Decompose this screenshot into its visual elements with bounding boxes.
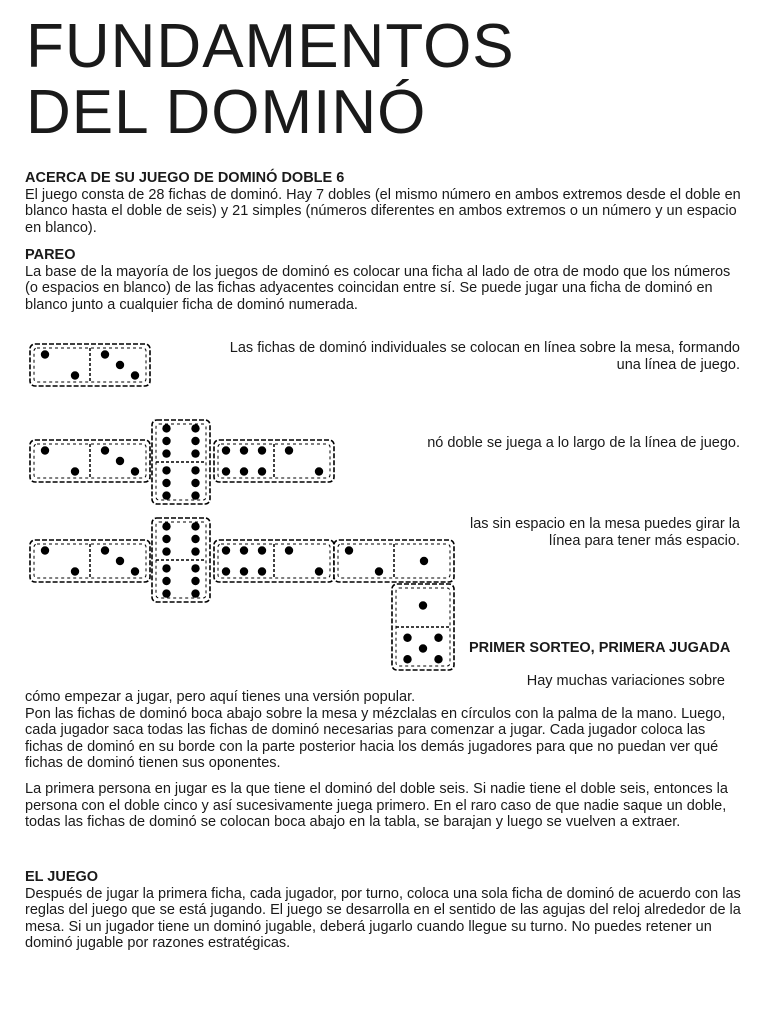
domino-pip [434,634,442,642]
domino-pip [41,446,49,454]
domino-tile [152,518,210,602]
section-sorteo [25,689,743,831]
title-line-1: FUNDAMENTOS [26,12,515,81]
domino-pip [240,546,248,554]
domino-pip [240,567,248,575]
domino-pip [162,522,170,530]
domino-pip [41,350,49,358]
domino-tile [30,440,150,482]
domino-pip [162,577,170,585]
section-body: La base de la mayoría de los juegos de dominó es colocar una ficha al lado de otra de modo que los números (o espacios en blanco) de las fichas adyacentes coincidan entre sí. Se puede jugar una ficha de dominó en blanco junto a cualquier ficha de dominó numerada. [25,263,731,313]
domino-pip [315,467,323,475]
caption-double: nó doble se juega a lo largo de la línea de juego. [427,435,740,451]
domino-pip [162,535,170,543]
section-body: Pon las fichas de dominó boca abajo sobre la mesa y mézclalas en círculos con la palma de la mano. Luego, cada jugador saca todas las fichas de dominó necesarias para comenzar a jugar. Cada jugador coloca las fichas de dominó en su borde con la parte posterior hacia los demás jugadores para que no puedan ver qué fichas de dominó tienen sus oponentes. [25,705,726,772]
domino-pip [403,655,411,663]
domino-pip [191,437,199,445]
sorteo-intro-left: cómo empezar a jugar, pero aquí tienes una versión popular. [25,689,416,705]
domino-pip [191,449,199,457]
section-heading: ACERCA DE SU JUEGO DE DOMINÓ DOBLE 6 [25,170,345,186]
domino-pip [222,467,230,475]
domino-pip [116,361,124,369]
domino-pip [162,466,170,474]
domino-pip [162,491,170,499]
domino-pip [191,564,199,572]
domino-pip [71,467,79,475]
domino-pip [345,546,353,554]
section-juego [25,869,743,952]
domino-pip [258,446,266,454]
domino-pip [258,567,266,575]
domino-pip [191,589,199,597]
domino-pip [116,557,124,565]
domino-pip [191,466,199,474]
domino-pip [191,522,199,530]
domino-pip [375,567,383,575]
domino-pip [434,655,442,663]
domino-tile [334,540,454,582]
domino-tile [214,440,334,482]
caption-single-line: Las fichas de dominó individuales se colocan en línea sobre la mesa, formando una línea de juego. [229,340,740,373]
domino-row-single [30,344,150,386]
domino-pip [116,457,124,465]
domino-tile [30,344,150,386]
section-body: La primera persona en jugar es la que tiene el dominó del doble seis. Si nadie tiene el doble seis, entonces la persona con el doble cinco y así sucesivamente juega primero. En el raro caso de que nadie saque un doble, todas las fichas de dominó se colocan boca abajo en la tabla, se barajan y luego se vuelven a extraer. [25,780,728,831]
sorteo-intro-right: Hay muchas variaciones sobre [526,673,725,689]
domino-pip [420,557,428,565]
domino-pip [191,424,199,432]
domino-tile [30,540,150,582]
section-heading: EL JUEGO [25,869,99,885]
domino-row-double [30,420,334,504]
domino-pip [162,449,170,457]
domino-pip [162,437,170,445]
domino-pip [71,567,79,575]
domino-pip [222,567,230,575]
domino-row-turn [30,518,454,670]
domino-pip [240,467,248,475]
domino-pip [41,546,49,554]
domino-pip [315,567,323,575]
section-heading-sorteo: PRIMER SORTEO, PRIMERA JUGADA [469,640,731,656]
domino-pip [191,491,199,499]
domino-pip [285,546,293,554]
domino-pip [162,424,170,432]
domino-pip [162,479,170,487]
domino-pip [403,634,411,642]
domino-tile [152,420,210,504]
domino-pip [131,371,139,379]
domino-pip [191,479,199,487]
domino-pip [101,546,109,554]
domino-pip [71,371,79,379]
domino-pip [101,446,109,454]
domino-pip [191,547,199,555]
domino-pip [258,467,266,475]
domino-pip [101,350,109,358]
caption-turn: las sin espacio en la mesa puedes girar la línea para tener más espacio. [469,516,740,549]
domino-pip [285,446,293,454]
domino-pip [131,567,139,575]
section-body: Después de jugar la primera ficha, cada jugador, por turno, coloca una sola ficha de dominó de acuerdo con las reglas del juego que se está jugando. El juego se desarrolla en el sentido de las agujas del reloj alrededor de la mesa. Si un jugador tiene un dominó jugable, deberá jugarlo cuando llegue su turno. No puedes retener un dominó jugable por razones estratégicas. [25,885,741,952]
domino-pip [162,589,170,597]
domino-tile [214,540,334,582]
domino-pip [222,546,230,554]
domino-pip [222,446,230,454]
section-heading: PAREO [25,247,76,263]
domino-pip [191,535,199,543]
domino-pip [419,644,427,652]
domino-pip [162,547,170,555]
section-body: El juego consta de 28 fichas de dominó. Hay 7 dobles (el mismo número en ambos extremos desde el doble en blanco hasta el doble de seis) y 21 simples (números diferentes en ambos extremos o un número y un espacio en blanco). [25,186,741,236]
domino-pip [131,467,139,475]
domino-pip [162,564,170,572]
domino-tile [392,584,454,670]
domino-pip [419,601,427,609]
domino-pip [191,577,199,585]
title-line-2: DEL DOMINÓ [26,78,427,147]
domino-pip [258,546,266,554]
domino-pip [240,446,248,454]
